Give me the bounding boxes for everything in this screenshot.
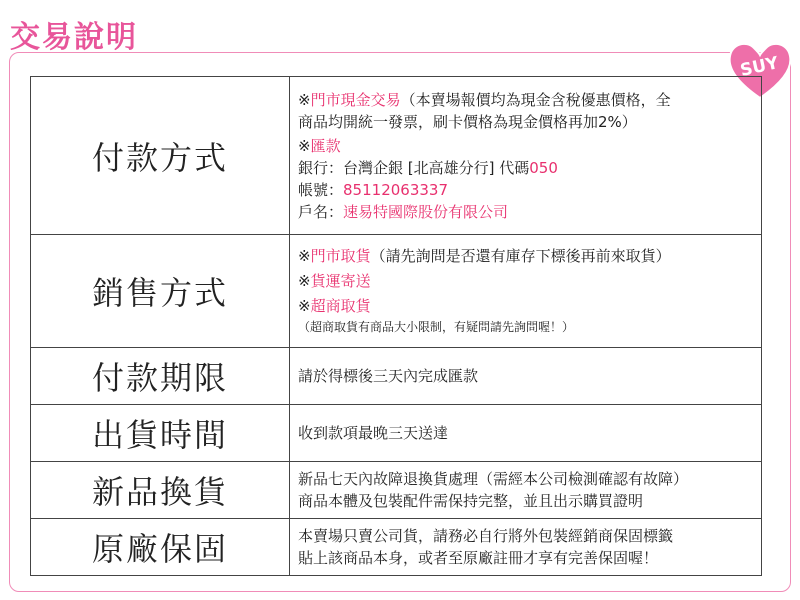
holder-value: 速易特國際股份有限公司 — [343, 202, 509, 221]
bullet-mark: ※ — [298, 136, 311, 155]
bullet-mark: ※ — [298, 90, 311, 109]
table-row — [31, 462, 762, 519]
holder-label: 戶名： — [298, 202, 344, 221]
pickup-text: （請先詢問是否還有庫存下標後再前來取貨） — [370, 247, 671, 265]
badge-text: SUY — [738, 53, 781, 81]
row-content: 收到款項最晚三天送達 — [290, 405, 762, 462]
info-table — [30, 76, 762, 576]
row-label: 出貨時間 — [31, 405, 290, 462]
table-row — [31, 348, 762, 405]
table-row — [31, 235, 762, 348]
row-label: 原廠保固 — [31, 519, 290, 576]
row-content — [290, 462, 762, 519]
cash-heading: 門市現金交易 — [310, 90, 401, 109]
table-row — [31, 405, 762, 462]
row-content: 請於得標後三天內完成匯款 — [290, 348, 762, 405]
remit-heading: 匯款 — [310, 136, 341, 155]
table-row — [31, 77, 762, 235]
row-label: 新品換貨 — [31, 462, 290, 519]
store-pickup-note: （超商取貨有商品大小限制，有疑問請先詢問喔！） — [298, 320, 575, 334]
warranty-line-1: 本賣場只賣公司貨，請務必自行將外包裝經銷商保固標籤 — [298, 527, 674, 545]
shipping-heading: 貨運寄送 — [310, 272, 371, 290]
cash-text: （本賣場報價均為現金含稅優惠價格，全 — [400, 90, 671, 109]
page-title: 交易說明 — [10, 20, 138, 55]
account-label: 帳號： — [298, 180, 344, 199]
row-content — [290, 519, 762, 576]
pickup-heading: 門市取貨 — [310, 247, 371, 265]
bullet-mark: ※ — [298, 297, 311, 315]
exchange-line-1: 新品七天內故障退換貨處理（需經本公司檢測確認有故障） — [298, 470, 689, 488]
warranty-line-2: 貼上該商品本身，或者至原廠註冊才享有完善保固喔！ — [298, 549, 659, 567]
table-row — [31, 519, 762, 576]
bank-label: 銀行：台灣企銀 [北高雄分行] 代碼 — [298, 158, 530, 177]
bullet-mark: ※ — [298, 272, 311, 290]
bank-code: 050 — [529, 158, 558, 177]
row-label: 銷售方式 — [31, 235, 290, 348]
store-pickup-heading: 超商取貨 — [310, 297, 371, 315]
account-value: 85112063337 — [343, 180, 448, 199]
exchange-line-2: 商品本體及包裝配件需保持完整，並且出示購買證明 — [298, 492, 644, 510]
row-content — [290, 77, 762, 235]
row-label: 付款方式 — [31, 77, 290, 235]
cash-text-2: 商品均開統一發票，刷卡價格為現金價格再加2%） — [298, 112, 637, 131]
row-label: 付款期限 — [31, 348, 290, 405]
row-content — [290, 235, 762, 348]
bullet-mark: ※ — [298, 247, 311, 265]
